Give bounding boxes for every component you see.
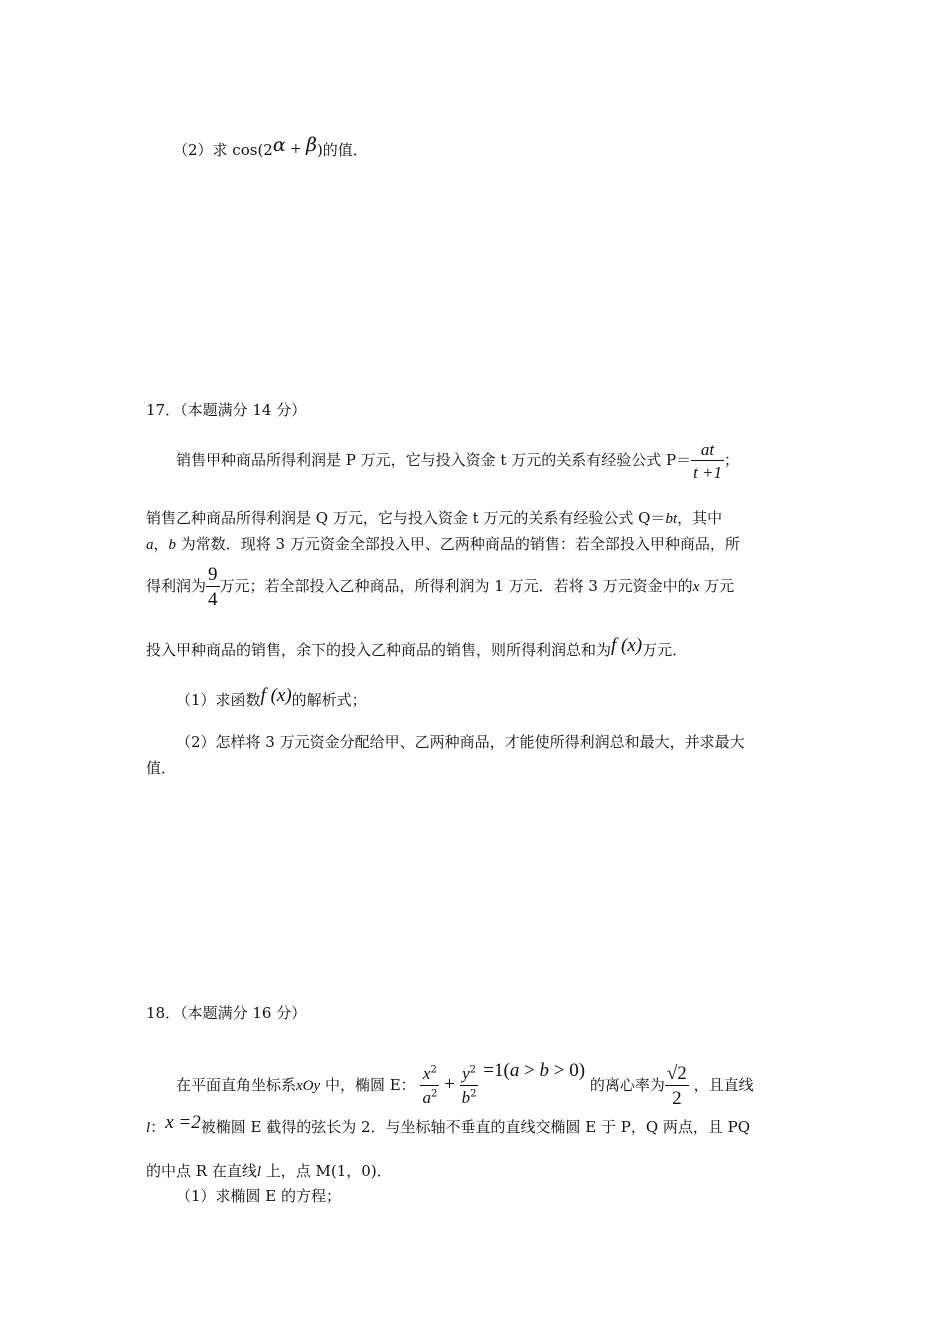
q17-para1: 销售甲种商品所得利润是 P 万元，它与投入资金 t 万元的关系有经验公式 P＝ $\frac{at}{t +1}$ ； — [176, 440, 740, 482]
q16-part2: （2）求 cos(2α + β)的值． — [173, 134, 368, 160]
q17-part1: （1）求函数f (x)的解析式； — [176, 685, 367, 709]
q17-para5: 投入甲种商品的销售，余下的投入乙种商品的销售，则所得利润总和为f (x)万元． — [146, 635, 688, 659]
fraction-at-over-t-plus-1: $\frac{at}{t +1}$ — [693, 440, 723, 482]
q18-para2: l：x =2被椭圆 E 截得的弦长为 2．与坐标轴不垂直的直线交椭圆 E 于 P，Q 两点，且 PQ — [146, 1112, 751, 1136]
q17-part2-line2: 值． — [146, 759, 177, 777]
fraction-y2-over-b2: $\frac{y^2}{b^2}$ — [461, 1064, 477, 1107]
ellipse-equation-rest: =1(a > b > 0) — [483, 1060, 586, 1081]
q18-part1: （1）求椭圆 E 的方程； — [176, 1187, 342, 1205]
q17-para3: a，b 为常数．现将 3 万元资金全部投入甲、乙两种商品的销售：若全部投入甲种商品，所 — [146, 535, 740, 553]
q17-para2: 销售乙种商品所得利润是 Q 万元，它与投入资金 t 万元的关系有经验公式 Q＝bt，其中 — [146, 509, 723, 527]
fraction-sqrt2-over-2: $\frac{√2}{2}$ — [666, 1063, 687, 1109]
q18-para1: 在平面直角坐标系xOy 中，椭圆 E： $\frac{x^2}{a^2}$ + $\frac{y^2}{b^2}$ =1(a > b > 0) 的离心率为 $\frac{√2}{2}$ ，且直线 — [176, 1060, 754, 1109]
fraction-x2-over-a2: $\frac{x^2}{a^2}$ — [422, 1064, 438, 1107]
q18-header: 18．（本题满分 16 分） — [146, 1004, 307, 1022]
q17-header: 17．（本题满分 14 分） — [146, 401, 307, 419]
fraction-9-over-4: $\frac{9}{4}$ — [208, 564, 218, 610]
q17-part2-line1: （2）怎样将 3 万元资金分配给甲、乙两种商品，才能使所得利润总和最大，并求最大 — [176, 733, 745, 751]
q17-para4: 得利润为 $\frac{9}{4}$ 万元；若全部投入乙种商品，所得利润为 1 万元．若将 3 万元资金中的x 万元 — [146, 564, 735, 610]
q18-para3: 的中点 R 在直线l 上，点 M(1，0)． — [146, 1162, 392, 1180]
